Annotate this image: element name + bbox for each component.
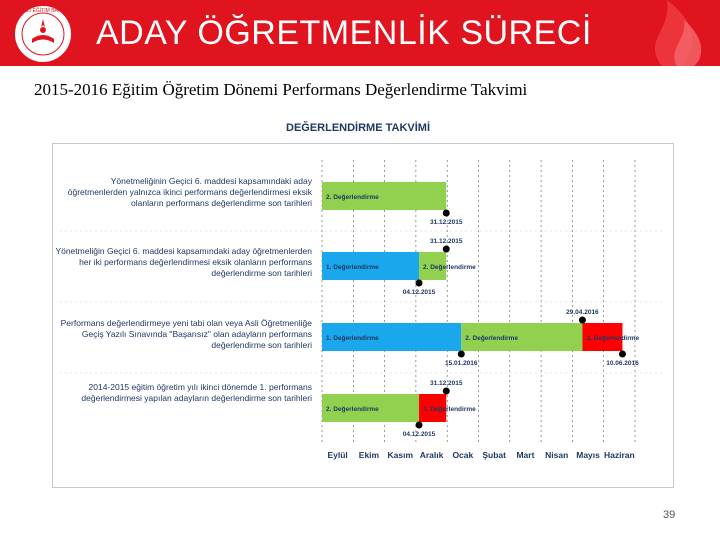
row-label: Yönetmeliğinin Geçici 6. maddesi kapsamındaki aday öğretmenlerden yalnızca ikinci performans değerlendirmesi eksik olanların performans değerlendirme son tarihleri bbox=[67, 176, 312, 208]
date-label: 15.01.2016 bbox=[445, 360, 478, 367]
date-label: 10.06.2016 bbox=[606, 360, 639, 367]
date-marker bbox=[416, 280, 423, 287]
x-tick-label: Ekim bbox=[358, 450, 380, 460]
row-label: 2014-2015 eğitim öğretim yılı ikinci dönemde 1. performans değerlendirmesi yapılan adayların değerlendirme son tarihleri bbox=[81, 382, 312, 403]
bar-label: 2. Değerlendirme bbox=[326, 406, 379, 413]
x-tick-label: Ocak bbox=[452, 450, 474, 460]
date-marker bbox=[443, 246, 450, 253]
row-label: Performans değerlendirmeye yeni tabi olan veya Asli Öğretmenliğe Geçiş Yazılı Sınavında "Başarısız" olan adayların performans değerlendirme son tarihleri bbox=[60, 318, 312, 350]
page-title: ADAY ÖĞRETMENLİK SÜRECİ bbox=[96, 14, 592, 52]
bar-label: 2. Değerlendirme bbox=[326, 194, 379, 201]
date-marker bbox=[458, 351, 465, 358]
bar-label: 3. Değerlendirme bbox=[423, 406, 476, 413]
x-tick-label: Haziran bbox=[603, 450, 635, 460]
logo-text: T.C. MİLLİ EĞİTİM BAKANLIĞI bbox=[8, 8, 78, 14]
bar-label: 1. Değerlendirme bbox=[326, 264, 379, 271]
bar-label: 2. Değerlendirme bbox=[423, 264, 476, 271]
x-tick-label: Aralık bbox=[419, 450, 444, 460]
date-label: 29.04.2016 bbox=[566, 309, 599, 316]
date-label: 31.12.2015 bbox=[429, 380, 463, 387]
x-tick-label: Şubat bbox=[482, 450, 506, 460]
x-tick-label: Nisan bbox=[545, 450, 569, 460]
x-tick-label: Mart bbox=[516, 450, 535, 460]
date-marker bbox=[579, 317, 586, 324]
chart-title: DEĞERLENDİRME TAKVİMİ bbox=[286, 122, 431, 134]
bar-label: 2. Değerlendirme bbox=[465, 335, 519, 342]
x-tick-label: Kasım bbox=[387, 450, 414, 460]
x-tick-label: Mayıs bbox=[576, 450, 600, 460]
bar-label: 3. Değerlendirme bbox=[586, 335, 640, 342]
subtitle: 2015-2016 Eğitim Öğretim Dönemi Performans Değerlendirme Takvimi bbox=[34, 80, 528, 99]
date-label: 31.12.2015 bbox=[429, 219, 463, 226]
row-label: Yönetmeliğin Geçici 6. maddesi kapsamındaki aday öğretmenlerden her iki performans değerlendirmesi eksik olanların performans değerlendirme son tarihleri bbox=[55, 246, 312, 278]
x-tick-label: Eylül bbox=[327, 450, 348, 460]
bar-label: 1. Değerlendirme bbox=[326, 335, 379, 342]
date-marker bbox=[443, 210, 450, 217]
date-label: 04.12.2015 bbox=[402, 431, 436, 438]
date-label: 04.12.2015 bbox=[402, 289, 436, 296]
page-number: 39 bbox=[663, 509, 676, 521]
date-marker bbox=[443, 388, 450, 395]
date-label: 31.12.2015 bbox=[429, 238, 463, 245]
date-marker bbox=[619, 351, 626, 358]
date-marker bbox=[416, 422, 423, 429]
